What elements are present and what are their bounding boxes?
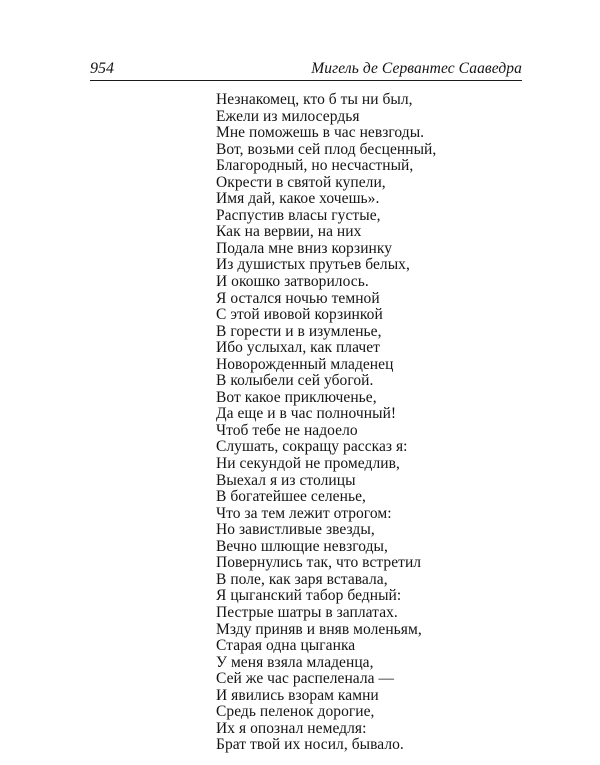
poem-line: У меня взяла младенца,: [216, 653, 374, 671]
poem-line: В богатейшее селенье,: [216, 488, 366, 506]
poem-line: Мзду приняв и вняв моленьям,: [216, 620, 422, 638]
poem-line: Окрести в святой купели,: [216, 173, 386, 191]
poem-line: И окошко затворилось.: [216, 273, 369, 291]
poem-line: В колыбели сей убогой.: [216, 372, 374, 390]
poem-line: Благородный, но несчастный,: [216, 157, 414, 175]
poem-line: Чтоб тебе не надоело: [216, 421, 358, 439]
poem-line: Сей же час распеленала —: [216, 670, 395, 688]
page-number: 954: [90, 60, 114, 77]
poem-line: Распустив власы густые,: [216, 206, 381, 224]
poem-line: Слушать, сокращу рассказ я:: [216, 438, 408, 456]
poem-line: Средь пеленок дорогие,: [216, 703, 375, 721]
poem-line: И явились взорам камни: [216, 686, 379, 704]
poem-line: Ибо услыхал, как плачет: [216, 339, 380, 357]
poem-line: Я цыганский табор бедный:: [216, 587, 402, 605]
poem-line: Брат твой их носил, бывало.: [216, 736, 404, 754]
poem-line: Вечно шлющие невзгоды,: [216, 537, 388, 555]
poem-line: Вот, возьми сей плод бесценный,: [216, 140, 437, 158]
poem-line: Подала мне вниз корзинку: [216, 239, 393, 257]
poem-stanza: [216, 92, 436, 754]
poem-line: В горести и в изумленье,: [216, 322, 382, 340]
poem-line: Из душистых прутьев белых,: [216, 256, 410, 274]
poem-line: Старая одна цыганка: [216, 637, 356, 655]
poem-line: Ежели из милосердья: [216, 107, 360, 125]
poem-line: Я остался ночью темной: [216, 289, 380, 307]
page-header: [90, 58, 522, 82]
poem-line: Мне поможешь в час невзгоды.: [216, 124, 425, 142]
poem-line: Но завистливые звезды,: [216, 521, 375, 539]
poem-line: Имя дай, какое хочешь».: [216, 190, 380, 208]
poem-line: С этой ивовой корзинкой: [216, 306, 383, 324]
poem-line: В поле, как заря вставала,: [216, 570, 388, 588]
header-rule: [90, 80, 522, 81]
poem-line: Выехал я из столицы: [216, 471, 356, 489]
poem-line: Пестрые шатры в заплатах.: [216, 603, 398, 621]
poem-line: Вот какое приключенье,: [216, 388, 377, 406]
running-head: Мигель де Сервантес Сааведра: [311, 60, 522, 77]
poem-line: Их я опознал немедля:: [216, 719, 367, 737]
poem-line: Новорожденный младенец: [216, 355, 394, 373]
poem-line: Ни секундой не промедлив,: [216, 455, 400, 473]
poem-line: Да еще и в час полночный!: [216, 405, 397, 423]
poem-line: Как на вервии, на них: [216, 223, 362, 241]
poem-line: Незнакомец, кто б ты ни был,: [216, 91, 413, 108]
poem-line: Повернулись так, что встретил: [216, 554, 422, 572]
poem-line: Что за тем лежит отрогом:: [216, 504, 392, 522]
